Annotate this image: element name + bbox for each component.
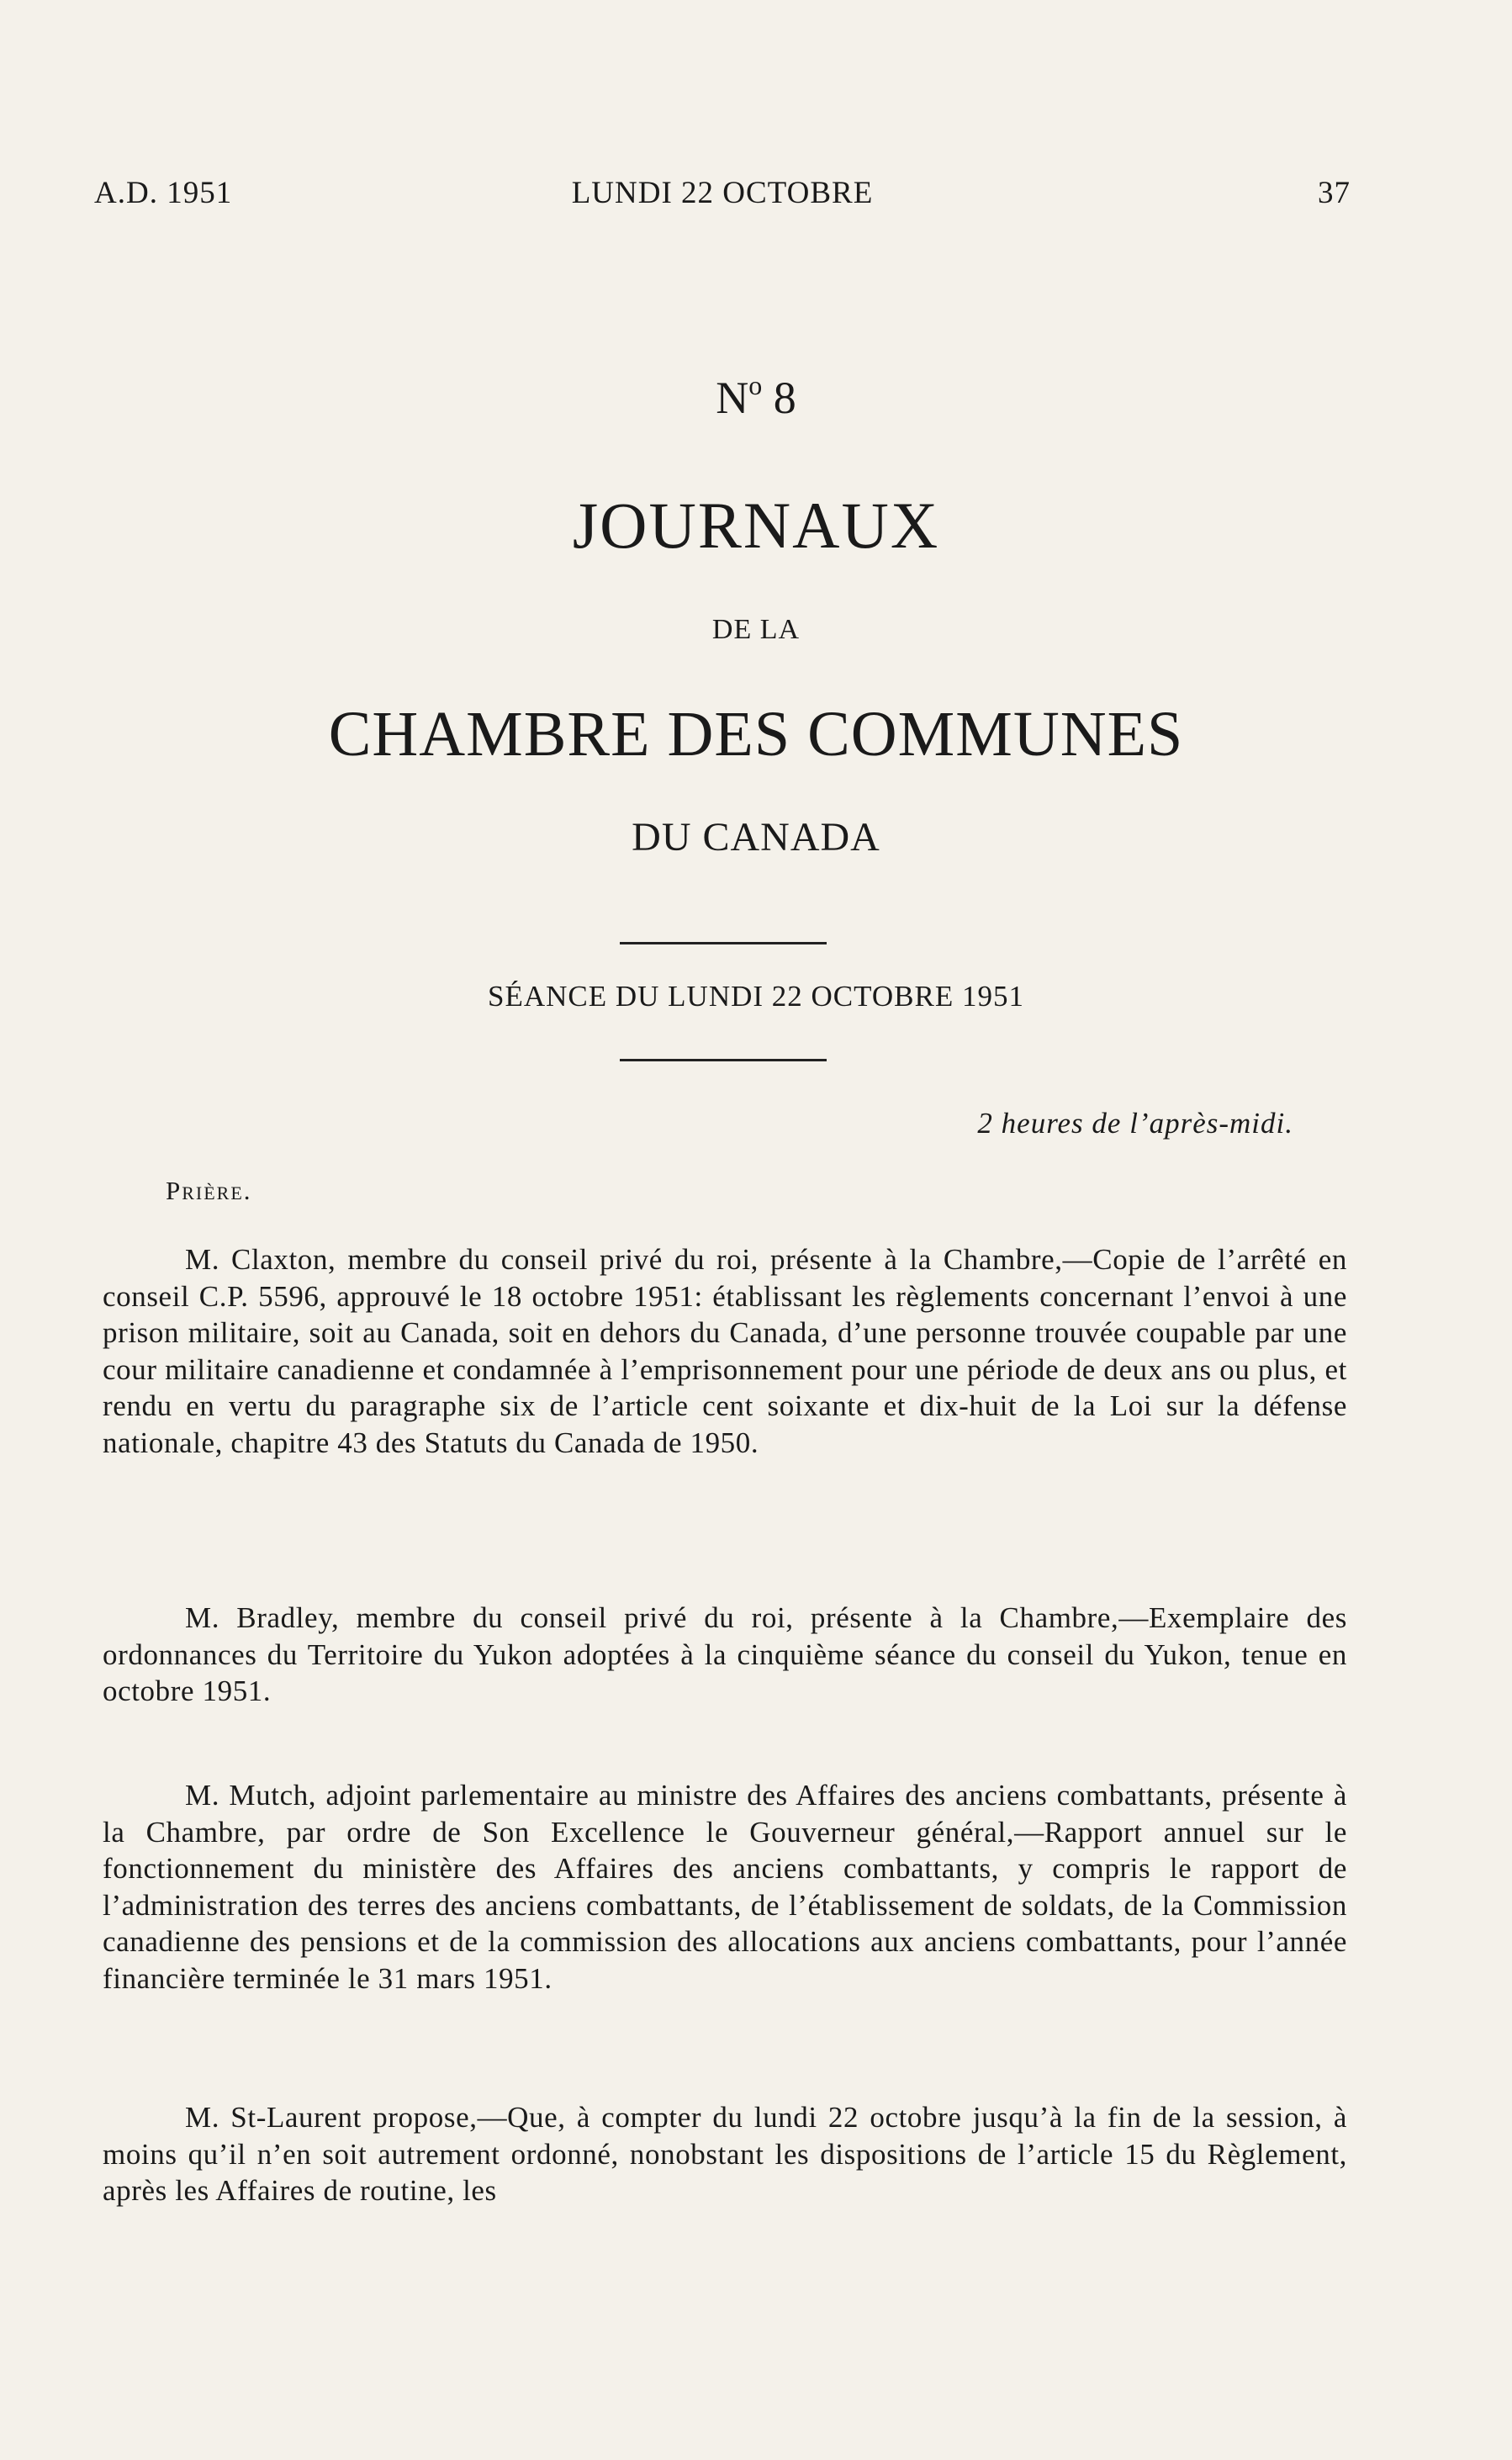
title-journaux: JOURNAUX xyxy=(572,489,940,562)
issue-number-value: 8 xyxy=(762,373,796,423)
header-date: LUNDI 22 OCTOBRE xyxy=(571,176,874,210)
header-year: A.D. 1951 xyxy=(94,176,233,210)
issue-number xyxy=(0,370,1512,424)
paragraph-st-laurent: M. St-Laurent propose,—Que, à compter du lundi 22 octobre jusqu’à la fin de la session, à moins qu’il n’en soit autrement ordonné, nonobstant les dispositions de l’article 15 du Règlement, après les Affaires de routine, les xyxy=(103,2101,1347,2207)
issue-number-sup: o xyxy=(748,370,763,400)
divider-rule-top xyxy=(620,942,827,944)
title-chambre: CHAMBRE DES COMMUNES xyxy=(328,699,1184,770)
paragraph-claxton: M. Claxton, membre du conseil privé du roi, présente à la Chambre,—Copie de l’arrêté en conseil C.P. 5596, approuvé le 18 octobre 1951: établissant les règlements concernant l’envoi à une prison militaire, soit au Canada, soit en dehors du Canada, d’une personne trouvée coupable par une cour militaire canadienne et condamnée à l’emprisonnement pour une période de deux ans ou plus, et rendu en vertu du paragraphe six de l’article cent soixante et dix-huit de la Loi sur la défense nationale, chapitre 43 des Statuts du Canada de 1950. xyxy=(103,1243,1347,1459)
paragraph-bradley: M. Bradley, membre du conseil privé du roi, présente à la Chambre,—Exemplaire des ordonnances du Territoire du Yukon adoptées à la cinquième séance du conseil du Yukon, tenue en octobre 1951. xyxy=(103,1601,1347,1707)
priere-heading: Prière. xyxy=(166,1176,252,1205)
paragraph-mutch: M. Mutch, adjoint parlementaire au ministre des Affaires des anciens combattants, présente à la Chambre, par ordre de Son Excellence le Gouverneur général,—Rapport annuel sur le fonctionnement du ministère des Affaires des anciens combattants, y compris le rapport de l’administration des terres des anciens combattants, de l’établissement de soldats, de la Commission canadienne des pensions et de la commission des allocations aux anciens combattants, pour l’année financière terminée le 31 mars 1951. xyxy=(103,1779,1347,1995)
page-number: 37 xyxy=(1318,176,1351,210)
seance-heading: SÉANCE DU LUNDI 22 OCTOBRE 1951 xyxy=(488,980,1024,1013)
divider-rule-bottom xyxy=(620,1059,827,1061)
session-time: 2 heures de l’après-midi. xyxy=(977,1107,1293,1140)
issue-number-prefix: N xyxy=(716,373,749,423)
running-head xyxy=(94,175,1351,217)
title-du-canada: DU CANADA xyxy=(632,815,880,860)
title-de-la: DE LA xyxy=(711,614,801,645)
